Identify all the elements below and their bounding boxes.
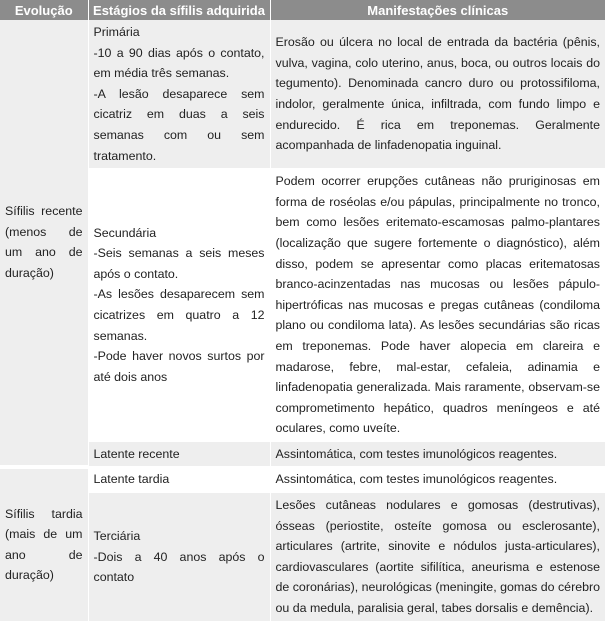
stage-terciaria: [88, 493, 270, 621]
manifestation-latente-tardia: Assintomática, com testes imunológicos reagentes.: [270, 467, 605, 493]
group-sifilis-recente: Sífilis recente (menos de um ano de duração): [0, 20, 88, 467]
group-sifilis-tardia: Sífilis tardia (mais de um ano de duração): [0, 467, 88, 621]
manifestation-latente-recente: Assintomática, com testes imunológicos reagentes.: [270, 441, 605, 467]
table-row-primaria: [0, 20, 605, 169]
table-row-secundaria: [0, 169, 605, 442]
header-manifestacoes: Manifestações clínicas: [270, 0, 605, 20]
table-row-latente-recente: [0, 441, 605, 467]
stage-latente-recente: Latente recente: [88, 441, 270, 467]
header-estagios: Estágios da sífilis adquirida: [88, 0, 270, 20]
stage-detail: -Seis semanas a seis meses após o contato.: [93, 246, 265, 281]
manifestation-secundaria: Podem ocorrer erupções cutâneas não pruriginosas em forma de roséolas e/ou pápulas, principalmente no tronco, bem como lesões eritemato-escamosas palmo-plantares (localização que sugere fortemente o diagnóstico), além disso, podem se apresentar como placas eritematosas branco-acinzentadas nas mucosas ou lesões pápulo-hipertróficas nas mucosas e pregas cutâneas (condiloma plano ou condiloma lata). As lesões secundárias são ricas em treponemas. Pode haver alopecia em clareira e madarose, febre, mal-estar, cefaleia, adinamia e linfadenopatia generalizada. Mais raramente, observam-se comprometimento hepático, quadros meníngeos e até oculares, como uveíte.: [270, 169, 605, 442]
table-row-terciaria: [0, 493, 605, 621]
stage-title: Terciária: [93, 528, 141, 543]
stage-detail: -A lesão desaparece sem cicatriz em duas a seis semanas com ou sem tratamento.: [93, 86, 265, 163]
stage-detail: -10 a 90 dias após o contato, em média três semanas.: [93, 45, 265, 81]
table-row-latente-tardia: [0, 467, 605, 493]
stage-latente-tardia: Latente tardia: [88, 467, 270, 493]
stage-title: Secundária: [93, 225, 157, 240]
stage-title: Primária: [93, 25, 140, 39]
stage-primaria: [88, 20, 270, 169]
manifestation-terciaria: Lesões cutâneas nodulares e gomosas (destrutivas), ósseas (periostite, osteíte gomosa ou esclerosante), articulares (artrite, sinovite e nódulos justa-articulares), cardiovasculares (aortite sifilítica, aneurisma e estenose de coronárias), neurológicas (meningite, gomas do cérebro ou da medula, paralisia geral, tabes dorsalis e demência).: [270, 493, 605, 621]
stage-secundaria: [88, 169, 270, 442]
stage-detail: -Pode haver novos surtos por até dois anos: [93, 349, 265, 384]
header-evolucao: Evolução: [0, 0, 88, 20]
stage-detail: -Dois a 40 anos após o contato: [93, 549, 265, 585]
manifestation-primaria: Erosão ou úlcera no local de entrada da bactéria (pênis, vulva, vagina, colo uterino, anus, boca, ou outros locais do tegumento). Denominada cancro duro ou protossifiloma, indolor, geralmente única, infiltrada, com fundo limpo e endurecido. É rica em treponemas. Geralmente acompanhada de linfadenopatia inguinal.: [270, 20, 605, 169]
stage-detail: -As lesões desaparecem sem cicatrizes em quatro a 12 semanas.: [93, 287, 265, 343]
table-header-row: [0, 0, 605, 20]
